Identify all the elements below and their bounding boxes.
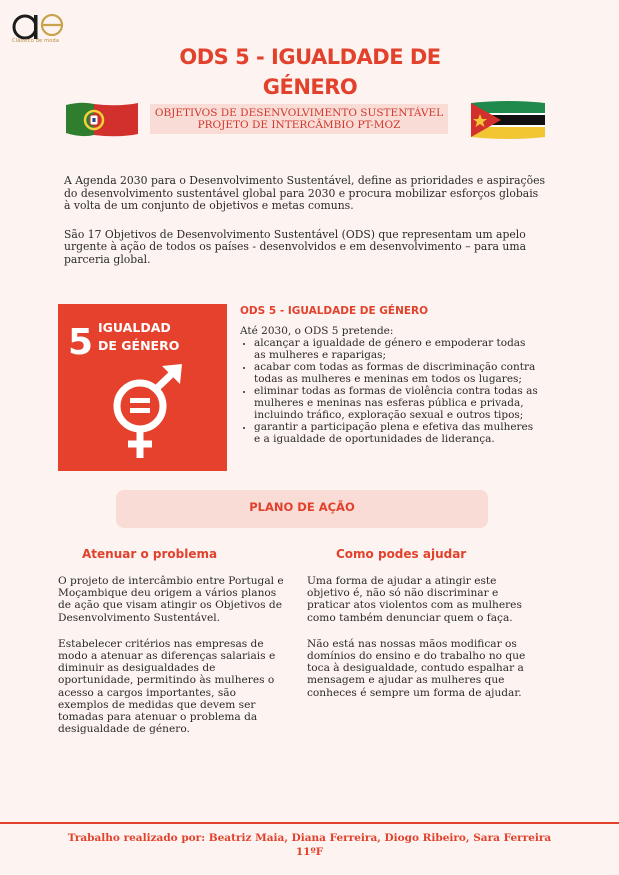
footer-class: 11ºF — [295, 846, 324, 858]
portugal-flag-icon — [62, 99, 142, 139]
left-column-body — [58, 575, 288, 749]
footer — [0, 831, 619, 859]
footer-divider — [0, 822, 619, 824]
logo-caption: Clássico de moda — [12, 38, 60, 44]
list-item: • eliminar todas as formas de violência contra todas as mulheres e meninas nas esferas pública e privada, incluindo tráfico, exploração sexual e outros tipos; — [254, 385, 540, 421]
ods-goals-list — [240, 337, 540, 445]
right-column-body — [307, 575, 539, 713]
mozambique-flag-icon — [469, 99, 547, 141]
ods5-label-line-2: DE GÉNERO — [98, 338, 180, 353]
ods-section-heading: ODS 5 - IGUALDADE DE GÉNERO — [240, 305, 429, 317]
ods5-number: 5 — [68, 322, 94, 363]
ods5-label-line-1: IGUALDAD — [98, 320, 171, 335]
right-paragraph-1: Uma forma de ajudar a atingir este objetivo é, não só não discriminar e praticar atos violentos com as mulheres como também denunciar quem o faça. — [307, 575, 522, 624]
ods-section-lead: Até 2030, o ODS 5 pretende: — [240, 325, 394, 337]
intro-text — [64, 175, 548, 282]
list-item: • garantir a participação plena e efetiva das mulheres e a igualdade de oportunidades de liderança. — [254, 421, 540, 445]
list-item: • alcançar a igualdade de género e empoderar todas as mulheres e raparigas; — [254, 337, 540, 361]
left-paragraph-2: Estabelecer critérios nas empresas de modo a atenuar as diferenças salariais e diminuir as desigualdades de oportunidade, permitindo às mulheres o acesso a cargos importantes, são exemplos de medidas que devem ser tomadas para atenuar o problema da desigualdade de género. — [58, 637, 276, 736]
ods5-tile — [58, 304, 227, 471]
list-item: • acabar com todas as formas de discriminação contra todas as mulheres e meninas em todos os lugares; — [254, 361, 540, 385]
left-paragraph-1: O projeto de intercâmbio entre Portugal e Moçambique deu origem a vários planos de ação que visam atingir os Objetivos de Desenvolvimento Sustentável. — [58, 575, 284, 624]
ods5-tile-graphic — [58, 304, 227, 471]
intro-paragraph-1: A Agenda 2030 para o Desenvolvimento Sustentável, define as prioridades e aspirações do desenvolvimento sustentável global para 2030 e procura mobilizar esforços globais à volta de um conjunto de objetivos e metas comuns. — [64, 174, 546, 212]
intro-paragraph-2: São 17 Objetivos de Desenvolvimento Sustentável (ODS) que representam um apelo urgente à ação de todos os países - desenvolvidos e em desenvolvimento – para uma parceria global. — [64, 227, 527, 266]
right-paragraph-2: Não está nas nossas mãos modificar os domínios do ensino e do trabalho no que toca à desigualdade, contudo espalhar a mensagem e ajudar as mulheres que conheces é sempre um forma de ajudar. — [307, 637, 526, 699]
subtitle-banner — [150, 104, 448, 134]
subtitle-line-2: PROJETO DE INTERCÂMBIO PT-MOZ — [197, 119, 401, 131]
right-column-heading: Como podes ajudar — [336, 547, 467, 561]
title-line-2: GÉNERO — [262, 75, 358, 99]
ods-section-body — [240, 325, 540, 445]
left-column-heading: Atenuar o problema — [82, 547, 218, 561]
subtitle-line-1: OBJETIVOS DE DESENVOLVIMENTO SUSTENTÁVEL — [154, 107, 444, 119]
title-line-1: ODS 5 - IGUALDADE DE — [179, 45, 441, 69]
footer-authors: Trabalho realizado por: Beatriz Maia, Diana Ferreira, Diogo Ribeiro, Sara Ferreira — [67, 832, 552, 844]
page-title — [140, 42, 480, 102]
gender-equality-icon — [117, 364, 182, 458]
plan-label: PLANO DE AÇÃO — [249, 500, 355, 514]
